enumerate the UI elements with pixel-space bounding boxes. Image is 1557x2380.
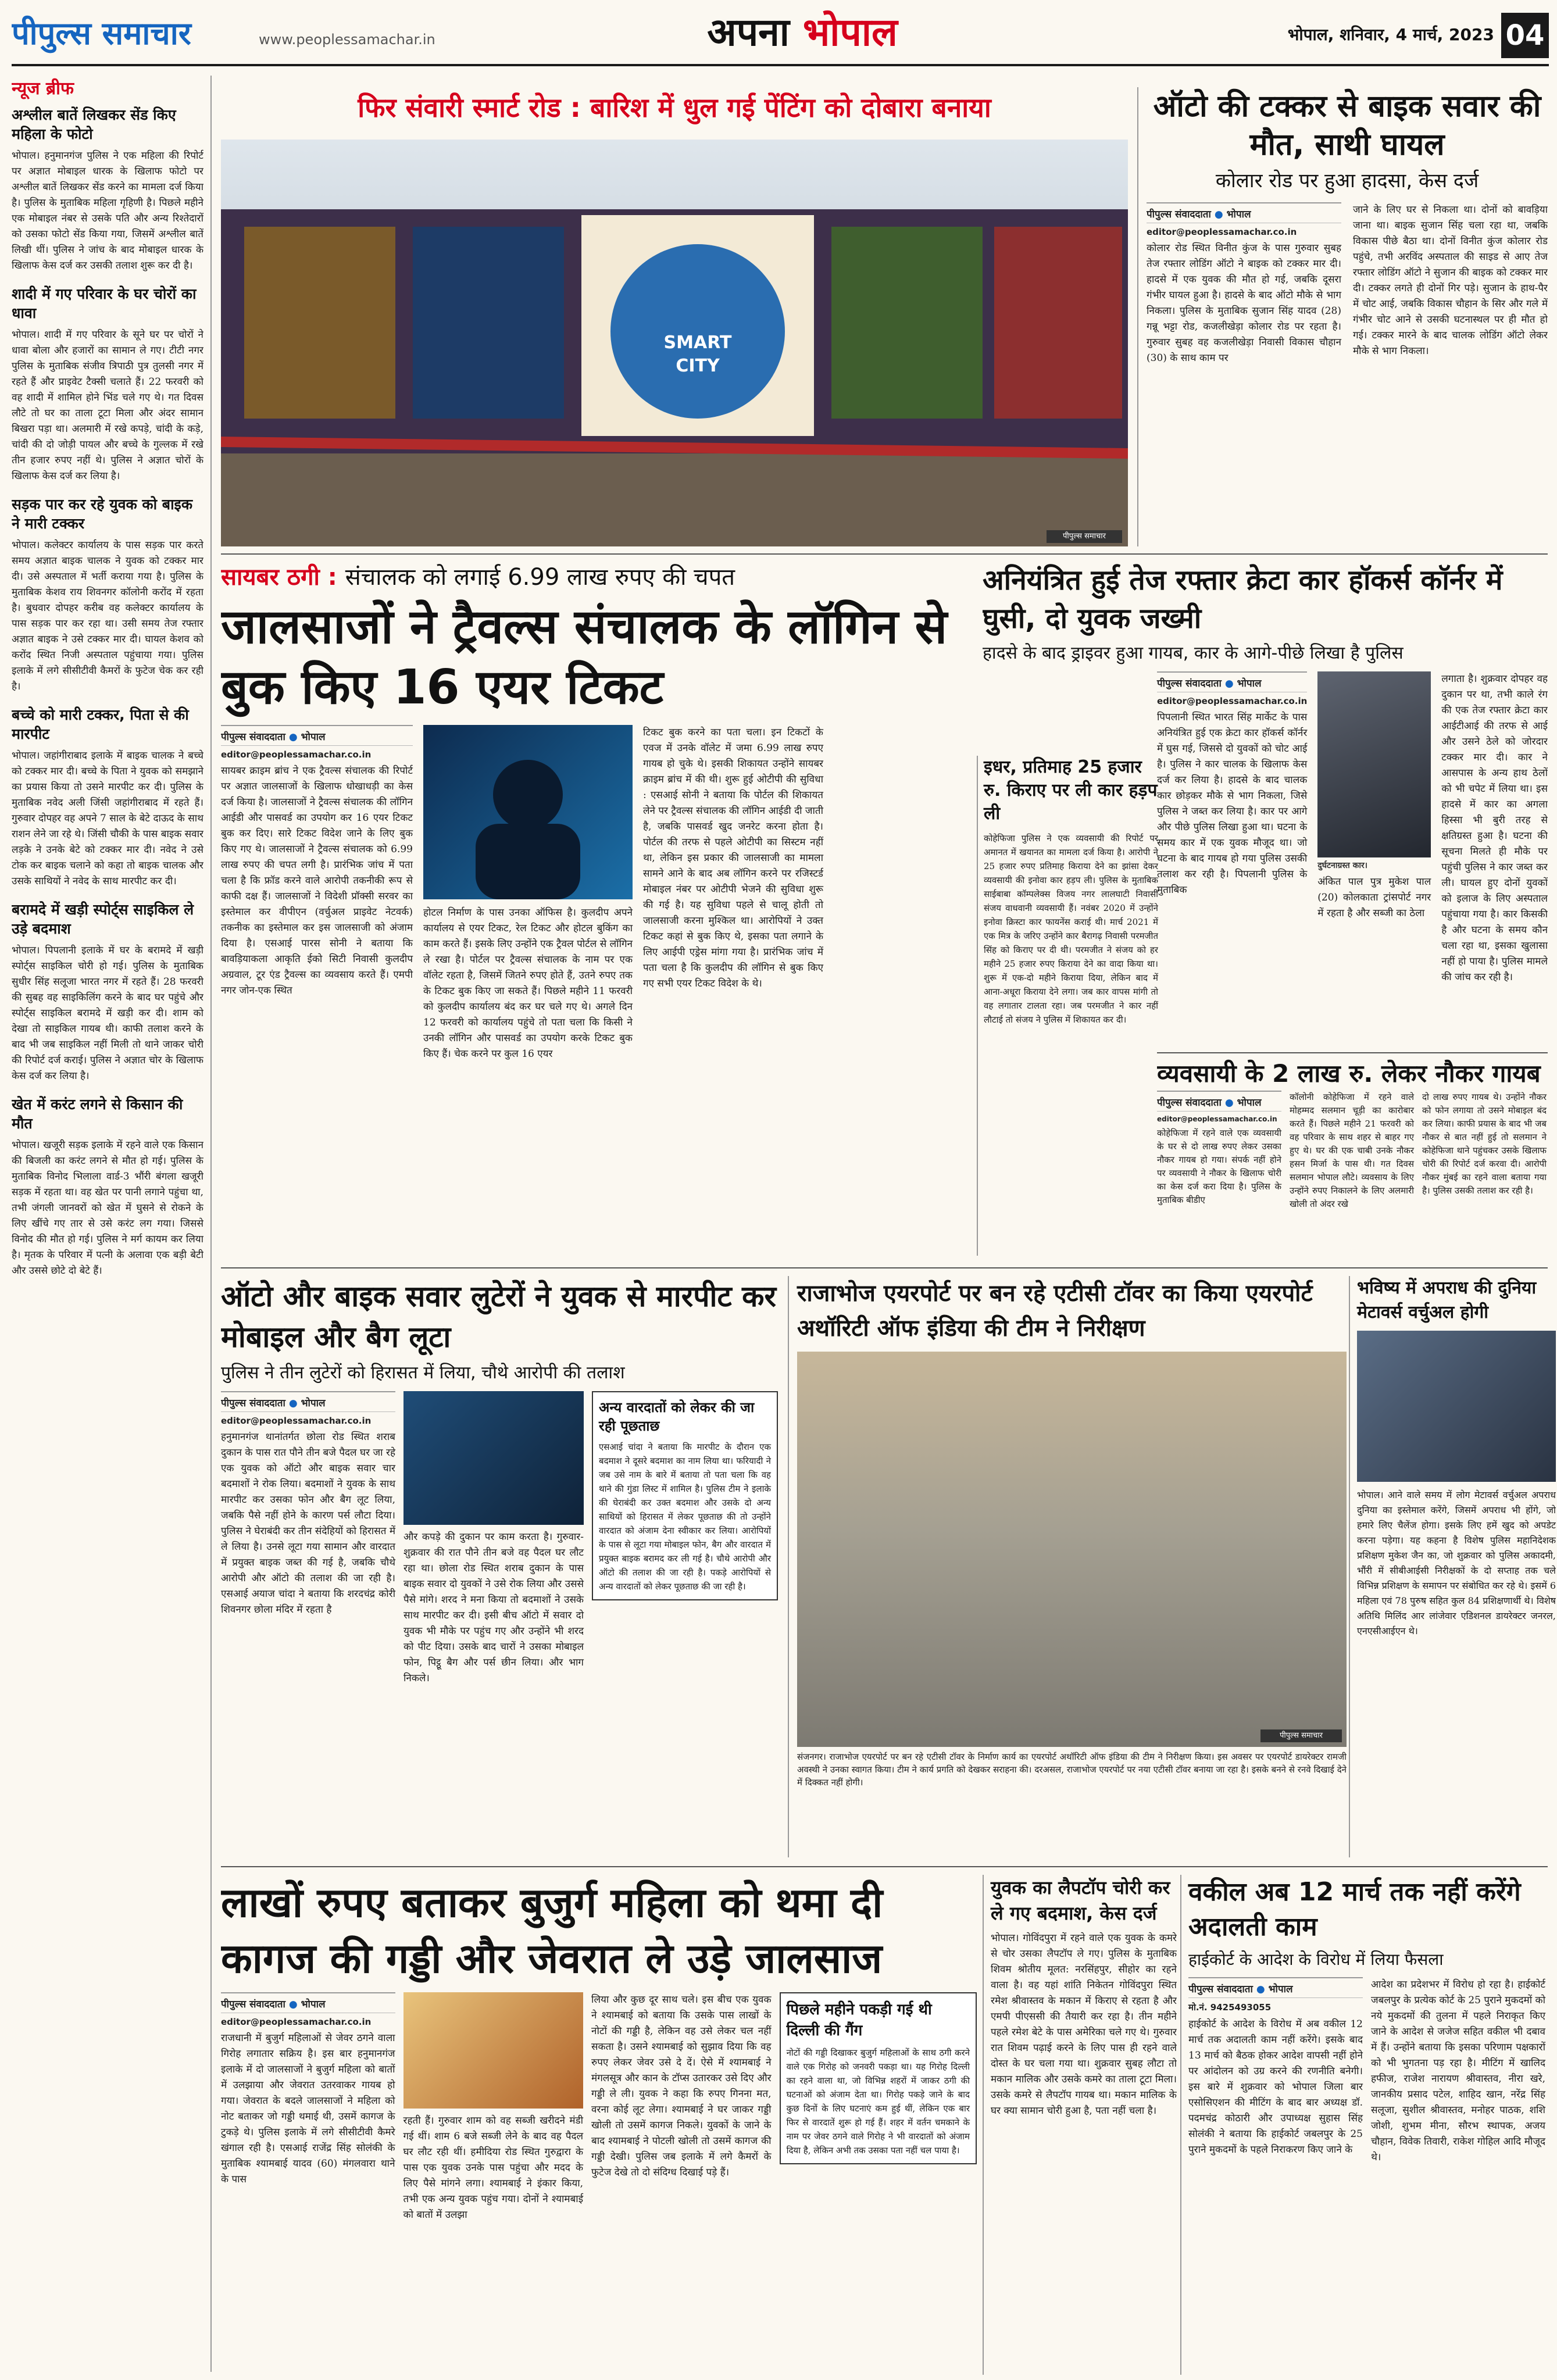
smart-road-headline [221,87,1128,128]
byline-place: भोपाल [1268,1984,1293,1995]
story-col: अंकित पाल पुत्र मुकेश पाल (20) कोलकाता ट्रांसपोर्ट नगर में रहता है और सब्जी का ठेला [1317,876,1431,919]
section-title-black: अपना [707,10,790,55]
dot-icon: ● [288,1398,298,1409]
story-col: होटल निर्माण के पास उनका ऑफिस है। कुलदीप अपने कार्यालय से एयर टिकट, रेल टिकट और होटल बुकिंग का काम करते हैं। इसके लिए उन्होंने एक ट्रैवल पोर्टल से लॉगिन ले रखा है। पोर्टल पर ट्रैवल्स संचालक के नाम पर एक वॉलेट रहता है, जिसमें जितने रुपए होते हैं, उतने रुपए तक के टिकट बुक किए जा सकते हैं। पिछले महीने 11 फरवरी को कुलदीप कार्यालय बंद कर घर चले गए थे। अगले दिन 12 फरवरी को कार्यालय पहुंचे तो पता चला कि किसी ने उनकी लॉगिन और पासवर्ड का उपयोग करके टिकट बुक किए हैं। चेक करने पर कुल 16 एयर [423,907,633,1060]
robbers-sidebar [592,1391,778,1600]
brand-logo [12,10,256,57]
story-col: सायबर क्राइम ब्रांच ने एक ट्रैवल्स संचालक की रिपोर्ट पर अज्ञात जालसाजों के खिलाफ धोखाधड़ी का केस दर्ज किया है। जालसाजों ने ट्रैवल्स संचालक की लॉगिन आईडी और पासवर्ड का उपयोग कर 16 एयर टिकट बुक कर दिए। सारे टिकट विदेश जाने के लिए बुक किए गए थे। जालसाजों ने ट्रैवल्स संचालक को 6.99 लाख रुपए की चपत लगी है। प्रारंभिक जांच में पता चला है कि फ्रॉड करने वाले आरोपी तकनीकी रूप से काफी दक्ष हैं। जालसाजों ने विदेशी प्रॉक्सी सरवर का इस्तेमाल कर वीपीएन (वर्चुअल प्राइवेट नेटवर्क) तकनीक का इस्तेमाल कर इस जालसाजी को अंजाम दिया है। एसआई पारस सोनी ने बताया कि बावड़ियाकला आकृति ईको सिटी निवासी कुलदीप अग्रवाल, टूर एंड ट्रैवल्स का व्यवसाय करते हैं। एमपी नगर जोन-एक स्थित [221,765,413,996]
elderly-illustration [403,1992,584,2109]
story-col: कोहेफिजा में रहने वाले एक व्यवसायी के घर से दो लाख रुपए लेकर उसका नौकर गायब हो गया। संपर्क नहीं होने पर व्यवसायी ने नौकर के खिलाफ चोरी का केस दर्ज करा दिया है। पुलिस के मुताबिक बीडीए [1157,1128,1281,1205]
brief-body: भोपाल। कलेक्टर कार्यालय के पास सड़क पार करते समय अज्ञात बाइक चालक ने युवक को टक्कर मार दी। उसे अस्पताल में भर्ती कराया गया है। पुलिस के मुताबिक केशव राय शिवनगर कॉलोनी करोंद में रहता है। बुधवार दोपहर करीब वह कलेक्टर कार्यालय के पास सड़क पार कर रहा था। उसी समय तेज रफ्तार अज्ञात बाइक ने उसे टक्कर मार दी। घायल केशव को करोंद स्थित निजी अस्पताल पहुंचाया गया। पुलिस इलाके में लगे सीसीटीवी कैमरों के फुटेज चेक कर रही है। [12,539,203,692]
brief-title: सड़क पार कर रहे युवक को बाइक ने मारी टक्कर [12,496,193,532]
byline-author: पीपुल्स संवाददाता [1188,1984,1253,1995]
lawyers-headline: वकील अब 12 मार्च तक नहीं करेंगे अदालती काम [1188,1877,1521,1942]
byline [1188,1977,1363,1998]
brief-body: भोपाल। पिपलानी इलाके में घर के बरामदे में खड़ी स्पोर्ट्स साइकिल चोरी हो गई। पुलिस के मुताबिक सुधीर सिंह सलूजा भारत नगर में रहते हैं। 28 फरवरी की सुबह वह साइकिलिंग करने के बाद घर पहुंचे और स्पोर्ट्स साइकिल बरामदे में खड़ी कर दी। शाम को देखा तो साइकिल गायब थी। काफी तलाश करने के बाद भी जब साइकिल नहीं मिली तो थाने जाकर चोरी की रिपोर्ट दर्ज कराई। पुलिस ने अज्ञात चोर के खिलाफ केस दर्ज कर लिया है। [12,945,203,1082]
masthead-rule [12,64,1549,66]
dot-icon: ● [1224,678,1234,689]
elderly-headline: लाखों रुपए बताकर बुजुर्ग महिला को थमा दी कागज की गड्डी और जेवरात ले उड़े जालसाज [221,1879,883,1982]
creta-caption: दुर्घटनाग्रस्त कार। [1317,861,1368,870]
story-col: पिपलानी स्थित भारत सिंह मार्केट के पास अनियंत्रित हुई एक क्रेटा कार हॉकर्स कॉर्नर में घुस गई, जिससे दो युवकों को चोट आई है। पुलिस ने कार चालक के खिलाफ केस दर्ज कर लिया है। हादसे के बाद चालक कार छोड़कर मौके से भाग निकला, जिसे पुलिस ने जब्त कर लिया है। कार पर आगे और पीछे पुलिस लिखा हुआ था। घटना के समय कार में एक युवक मौजूद था। जो घटना के बाद गायब हो गया पुलिस उसकी तलाश कर रही है। पिपलानी पुलिस के मुताबिक [1157,712,1308,896]
dot-icon: ● [288,1999,298,2010]
byline [1147,202,1341,223]
story-col: हाईकोर्ट के आदेश के विरोध में अब वकील 12 मार्च तक अदालती काम नहीं करेंगे। इसके बाद 13 मार्च को बैठक होकर आदेश वापसी नहीं होने पर आंदोलन को उग्र करने की रणनीति बनेगी। इस बारे में शुक्रवार को भोपाल जिला बार एसोसिएशन की मीटिंग के बाद बार अध्यक्ष डॉ. पदमचंद्र कोठारी और उपाध्यक्ष सुहास सिंह सोलंकी ने बताया कि हाईकोर्ट जबलपुर के 25 पुराने मुकदमों के पहले निराकरण किए जाने के [1188,2018,1363,2156]
smart-road-title: बारिश में धुल गई पेंटिंग को दोबारा बनाया [590,92,991,123]
byline [221,725,413,746]
email[interactable]: editor@peoplessamachar.co.in [221,1416,372,1426]
byline [1157,671,1307,692]
email[interactable]: editor@peoplessamachar.co.in [1157,696,1308,706]
brief-title: बच्चे को मारी टक्कर, पिता से की मारपीट [12,706,189,742]
phone: मो.नं. 9425493055 [1188,2002,1272,2013]
byline-place: भोपाल [1226,209,1251,220]
byline-place: भोपाल [301,1398,326,1409]
metaverse-photo [1357,1331,1556,1482]
elderly-sidebar [780,1992,977,2164]
byline-place: भोपाल [1237,1097,1262,1109]
airport-story [788,1276,1347,1857]
hacker-photo [423,725,633,899]
brief-title: खेत में करंट लगने से किसान की मौत [12,1096,183,1132]
section-title-red: भोपाल [802,10,898,55]
creta-car-photo [1317,671,1431,857]
dateline: भोपाल, शनिवार, 4 मार्च, 2023 [1287,25,1494,44]
laptop-story [983,1875,1177,2375]
hacker-icon [423,725,633,899]
section-title [657,5,948,60]
mural-text: SMART CITY [663,333,732,376]
metaverse-headline: भविष्य में अपराध की दुनिया मेटावर्स वर्चुअल होगी [1357,1278,1537,1323]
story-col: और कपड़े की दुकान पर काम करता है। गुरुवार-शुक्रवार की रात पौने तीन बजे वह पैदल घर लौट रहा था। छोला रोड स्थित शराब दुकान के पास बाइक सवार दो युवकों ने उसे रोक लिया और उससे पैसे मांगे। शरद ने मना किया तो बदमाशों ने उसके साथ मारपीट कर दी। इसी बीच ऑटो में सवार दो युवक भी मौके पर पहुंच गए और उन्होंने भी शरद को पीट दिया। उसके बाद चारों ने उसका मोबाइल फोन, पिट्ठू बैग और पर्स छीन लिया। और भाग निकले। [403,1531,584,1684]
servant-headline: व्यवसायी के 2 लाख रु. लेकर नौकर गायब [1157,1059,1541,1088]
robbers-story [221,1276,779,1857]
section-rule [221,1267,1548,1268]
byline-author: पीपुल्स संवाददाता [221,1999,285,2010]
byline-author: पीपुल्स संवाददाता [1157,1097,1222,1109]
brief-body: भोपाल। खजूरी सड़क इलाके में रहने वाले एक किसान की बिजली का करंट लगने से मौत हो गई। पुलिस के मुताबिक विनोद भिलाला वार्ड-3 भौंरी बंगला खजूरी सड़क में रहता था। वह खेत पर पानी लगाने पहुंचा था, तभी जंगली जानवरों को खेत में घुसने से रोकने के लिए खींचे गए तार से उसे करंट लग गया। जिससे विनोद की मौत हो गई। पुलिस ने मर्ग कायम कर लिया है। मृतक के परिवार में पत्नी के अलावा एक बड़ी बेटी और उससे छोटे दो बेटे हैं। [12,1139,203,1277]
metaverse-body: भोपाल। आने वाले समय में लोग मेटावर्स वर्चुअल अपराध दुनिया का इस्तेमाल करेंगे, जिसमें अपराध भी होंगे, जो हमारे लिए चैलेंज होगा। इसके लिए हमें खुद को अपडेट करना पड़ेगा। यह कहना है विशेष पुलिस महानिदेशक प्रशिक्षण मुकेश जैन का, जो शुक्रवार को पुलिस अकादमी, भौंरी में सीबीआईसी निरीक्षकों के दो सप्ताह तक चले विभिन्न प्रशिक्षण के समापन पर संबोधित कर रहे थे। इसमें 6 महिला एवं 78 पुरुष सहित कुल 84 प्रशिक्षणार्थी थे। विशेष अतिथि मिलिंद आर लांजेवार एडिशनल डायरेक्टर जनरल, एनएसीआईएन थे। [1357,1489,1556,1636]
photo-credit: पीपुल्स समाचार [1260,1729,1342,1742]
smart-road-kicker: फिर संवारी स्मार्ट रोड : [358,92,581,123]
elderly-side-head: पिछले महीने पकड़ी गई थी दिल्ली की गैंग [786,2001,932,2039]
byline-place: भोपाल [301,731,326,743]
story-col: कोलार रोड स्थित विनीत कुंज के पास गुरुवार सुबह तेज रफ्तार लोडिंग ऑटो ने बाइक को टक्कर मार दी। हादसे में एक युवक की मौत हो गई, जबकि दूसरा गंभीर घायल हुआ है। हादसे के बाद ऑटो मौके से भाग निकला। पुलिस के मुताबिक सुजान सिंह यादव (28) गन्नू भट्टा रोड, कजलीखेड़ा कोलार रोड पर रहता है। गुरुवार सुबह वह कजलीखेड़ा निवासी विकास चौहान (30) के साथ काम पर [1147,242,1341,364]
website[interactable]: www.peoplessamachar.in [259,31,435,48]
cyber-kicker: सायबर ठगी : [221,564,337,591]
story-col: दो लाख रुपए गायब थे। उन्होंने नौकर को फोन लगाया तो उसने मोबाइल बंद कर लिया। काफी प्रयास के बाद भी जब नौकर से बात नहीं हुई तो सलमान ने कोहेफिजा थाने पहुंचकर उसके खिलाफ चोरी की रिपोर्ट दर्ज करवा दी। आरोपी नौकर मुंबई का रहने वाला बताया गया है। पुलिस उसकी तलाश कर रही है। [1422,1092,1547,1196]
creta-headline: अनियंत्रित हुई तेज रफ्तार क्रेटा कार हॉकर्स कॉर्नर में घुसी, दो युवक जख्मी [983,564,1503,635]
story-col: जाने के लिए घर से निकला था। दोनों को बावड़िया जाना था। बाइक सुजान सिंह चला रहा था, जबकि विकास पीछे बैठा था। दोनों विनीत कुंज कोलार रोड पहुंचे, तभी अरविंद अस्पताल की साइड से आए तेज रफ्तार लोडिंग ऑटो ने सुजान की बाइक को टक्कर मार दी। टक्कर लगते ही दोनों गिर पड़े। सुजान के हाथ-पैर में चोट आई, जबकि विकास चौहान के सिर और गले में गंभीर चोट आने से उसकी घटनास्थल पर ही मौत हो गई। टक्कर मारने के बाद चालक लोडिंग ऑटो लेकर मौके से भाग निकला। [1353,204,1548,357]
brief-item [12,900,203,1084]
auto-collision-headline: ऑटो की टक्कर से बाइक सवार की मौत, साथी घायल [1153,89,1541,162]
airport-headline: राजाभोज एयरपोर्ट पर बन रहे एटीसी टॉवर का किया एयरपोर्ट अथॉरिटी ऑफ इंडिया की टीम ने निरीक्षण [797,1280,1313,1342]
photo-credit: पीपुल्स समाचार [1047,530,1122,543]
story-col: लगाता है। शुक्रवार दोपहर वह दुकान पर था, तभी काले रंग की एक तेज रफ्तार क्रेटा कार आईटीआई की तरफ से आई और उसने ठेले को जोरदार टक्कर मार दी। कार ने आसपास के अन्य हाथ ठेलों को भी चपेट में लिया था। इस हादसे में कार का अगला हिस्सा भी बुरी तरह से क्षतिग्रस्त हुआ है। घटना की सूचना मिलते ही मौके पर पहुंची पुलिस ने कार जब्त कर ली। घायल हुए दोनों युवकों को इलाज के लिए अस्पताल पहुंचाया गया है। कार किसकी है और घटना के समय कौन चला रहा था, इसका खुलासा नहीं हो पाया है। पुलिस मामले की जांच कर रही है। [1441,673,1548,983]
brief-title: शादी में गए परिवार के घर चोरों का धावा [12,285,197,321]
brief-item [12,1095,203,1279]
brief-item [12,105,203,274]
brief-item [12,284,203,484]
dot-icon: ● [1224,1097,1234,1109]
auto-collision-subhead: कोलार रोड पर हुआ हादसा, केस दर्ज [1215,169,1479,192]
brief-body: भोपाल। जहांगीराबाद इलाके में बाइक चालक ने बच्चे को टक्कर मार दी। बच्चे के पिता ने युवक को समझाने का प्रयास किया तो उसने मारपीट कर दी। पुलिस के मुताबिक नवेद अली जिंसी जहांगीराबाद में रहते हैं। गुरुवार दोपहर वह अपने 7 साल के बेटे दाऊद के साथ राशन लेने जा रहे थे। जिंसी चौकी के पास बाइक सवार लड़के ने उनके बेटे को टक्कर मार दी। नवेद ने उसे टोक कर बाइक चलाने को कहा तो बाइक चालक और उसके साथियों ने नवेद के साथ मारपीट कर दी। [12,750,203,887]
dot-icon: ● [1256,1984,1265,1995]
byline [221,1391,395,1412]
brief-item [12,705,203,889]
email[interactable]: editor@peoplessamachar.co.in [221,749,372,760]
smart-road-photo [221,140,1128,546]
elderly-side-body: नोटों की गड्डी दिखाकर बुजुर्ग महिलाओं के साथ ठगी करने वाले एक गिरोह को जनवरी पकड़ा था। यह गिरोह दिल्ली का रहने वाला था, जो विभिन्न शहरों में जाकर ठगी की घटनाओं को अंजाम देता था। गिरोह पकड़े जाने के बाद कुछ दिनों के लिए घटनाएं कम हुई थीं, लेकिन एक बार फिर से वारदातें शुरू हो गई हैं। शहर में वर्तन चमकाने के नाम पर जेवर ठगने वाले गिरोह ने भी वारदातों को अंजाम दिया है, लेकिन अभी तक उसका पता नहीं चल पाया है। [786,2047,970,2156]
cyber-fraud-story [221,561,971,1259]
byline [221,1992,395,2013]
right-divider-top [1137,87,1138,546]
lawyers-story [1180,1875,1556,2375]
laptop-body: भोपाल। गोविंदपुरा में रहने वाले एक युवक के कमरे से चोर उसका लैपटॉप ले गए। पुलिस के मुताबिक शिवम श्रोतीय मूलत: नरसिंहपुर, सीहोर का रहने वाला है। वह यहां शांति निकेतन गोविंदपुरा स्थित रमेश श्रीवास्तव के मकान में किराए से रहता है और एमपी पीएससी की तैयारी कर रहा है। तीन महीने पहले रमेश बेटे के पास अमेरिका चले गए थे। गुरुवार रात शिवम पढ़ाई करने के लिए पास ही रहने वाले दोस्त के घर चला गया था। शुक्रवार सुबह लौटा तो मकान मालिक और उसके कमरे का ताला टूटा मिला। उसके कमरे से लैपटॉप गायब था। मकान मालिक के घर क्या सामान चोरी हुआ है, पता नहीं चला है। [991,1932,1177,2117]
robbers-subhead: पुलिस ने तीन लुटेरों को हिरासत में लिया, चौथे आरोपी की तलाश [221,1363,625,1383]
servant-story [1157,1052,1548,1257]
creta-story [983,561,1548,1044]
airport-caption: संजनगर। राजाभोज एयरपोर्ट पर बन रहे एटीसी टॉवर के निर्माण कार्य का एयरपोर्ट अथॉरिटी ऑफ इंडिया की टीम ने निरीक्षण किया। इस अवसर पर एयरपोर्ट डायरेक्टर रामजी अवस्थी ने उनका स्वागत किया। टीम ने कार्य प्रगति को देखकर सराहना की। दरअसल, राजाभोज एयरपोर्ट पर नया एटीसी टॉवर बनाया जा रहा है। इसके बनने से रनवे दिखाई देने में दिक्कत नहीं होगी। [797,1752,1347,1788]
byline-author: पीपुल्स संवाददाता [221,1398,285,1409]
cyber-headline: जालसाजों ने ट्रैवल्स संचालक के लॉगिन से बुक किए 16 एयर टिकट [221,599,948,715]
story-col: रहती हैं। गुरुवार शाम को वह सब्जी खरीदने मंडी गई थीं। शाम 6 बजे सब्जी लेने के बाद वह पैदल घर लौट रही थीं। हमीदिया रोड स्थित गुरुद्वारा के पास एक युवक उनके पास पहुंचा और मदद के लिए पैसे मांगने लगा। श्यामबाई ने इंकार किया, तभी एक अन्य युवक पहुंच गया। दोनों ने श्यामबाई को बातों में उलझा [403,2115,584,2221]
brief-title: अश्लील बातें लिखकर सेंड किए महिला के फोटो [12,106,176,142]
brief-title: बरामदे में खड़ी स्पोर्ट्स साइकिल ले उड़े बदमाश [12,901,194,937]
byline-author: पीपुल्स संवाददाता [221,731,285,743]
rent-fraud-headline: इधर, प्रतिमाह 25 हजार रु. किराए पर ली कार हड़प ली [984,757,1158,824]
robbers-illustration [403,1391,584,1525]
email[interactable]: editor@peoplessamachar.co.in [1157,1115,1277,1123]
brief-body: भोपाल। शादी में गए परिवार के सूने घर पर चोरों ने धावा बोला और हजारों का सामान ले गए। टीटी नगर पुलिस के मुताबिक संजीव त्रिपाठी पुत्र तुलसी नगर में रहते हैं और प्राइवेट टैक्सी चलाते हैं। 22 फरवरी को वह शादी में शामिल होने भिंड चले गए थे। गत दिवस लौटे तो घर का ताला टूटा मिला और अंदर सामान बिखरा पड़ा था। अलमारी में रखे कपड़े, चांदी के कड़े, चांदी की दो जोड़ी पायल और बच्चे के गुल्लक में रखे तीन हजार रुपए नहीं थे। पुलिस ने अज्ञात चोरों के खिलाफ केस दर्ज कर लिया है। [12,329,203,482]
brief-body: भोपाल। हनुमानगंज पुलिस ने एक महिला की रिपोर्ट पर अज्ञात मोबाइल धारक के खिलाफ फोटो पर अश्लील बातें लिखकर सेंड करने का मामला दर्ज किया है। पुलिस के मुताबिक महिला गृहिणी है। पिछले महीने एक मोबाइल नंबर से उसके पति और अन्य रिश्तेदारों को उसका फोटो सेंड किया गया, जिसमें अश्लील बातें लिखी थीं। पुलिस ने जांच के बाद मोबाइल धारक के खिलाफ केस दर्ज कर उसकी तलाश शुरू कर दी है। [12,150,203,271]
byline-author: पीपुल्स संवाददाता [1147,209,1211,220]
brief-item [12,495,203,695]
robbers-side-head: अन्य वारदातों को लेकर की जा रही पूछताछ [599,1399,755,1434]
brand-name: पीपुल्स समाचार [12,15,191,52]
rent-fraud-body: कोहेफिजा पुलिस ने एक व्यवसायी की रिपोर्ट पर अमानत में खयानत का मामला दर्ज किया है। आरोपी ने 25 हजार रुपए प्रतिमाह किराया देने का झांसा देकर व्यवसायी की इनोवा कार हड़प ली। पुलिस के मुताबिक साईबाबा कॉम्पलेक्स विजय नगर लालघाटी निवासी संजय वाधवानी व्यवसायी हैं। नवंबर 2020 में उन्होंने इनोवा क्रिस्टा कार फायनेंस कराई थी। मार्च 2021 में एक मित्र के जरिए उन्होंने कार बैरागढ़ निवासी परमजीत सिंह को किराए पर दी थी। परमजीत ने संजय को हर महीने 25 हजार रुपए किराया देने का वादा किया था। शुरू में एक-दो महीने किराया दिया, लेकिन बाद में आना-अधूरा किराया देने लगा। जब कार वापस मांगी तो वह लगातार टालता रहा। जब परमजीत ने कार नहीं लौटाई तो संजय ने पुलिस में शिकायत कर दी। [984,833,1158,1025]
page-number: 04 [1501,13,1549,58]
byline-place: भोपाल [1237,678,1262,689]
lawyers-subhead: हाईकोर्ट के आदेश के विरोध में लिया फैसला [1188,1950,1444,1969]
brief-divider [210,76,212,2372]
email[interactable]: editor@peoplessamachar.co.in [1147,227,1297,237]
auto-collision-story [1147,87,1548,546]
byline [1157,1091,1281,1112]
section-rule [221,553,1548,555]
byline-author: पीपुल्स संवाददाता [1157,678,1222,689]
metaverse-story [1349,1276,1556,1857]
story-col: लिया और कुछ दूर साथ चले। इस बीच एक युवक ने श्यामबाई को बताया कि उसके पास लाखों के नोटों की गड्डी है, लेकिन वह उसे लेकर चल नहीं सकता है। उसने श्यामबाई को सुझाव दिया कि वह रुपए लेकर जेवर उसे दे दें। ऐसे में श्यामबाई ने मंगलसूत्र और कान के टॉप्स उतारकर उसे दिए और गड्डी ले ली। युवक ने कहा कि रुपए गिनना मत, वरना कोई लूट लेगा। श्यामबाई ने घर जाकर गड्डी खोली तो उसमें कागज निकले। युवकों के जाने के बाद श्यामबाई ने पोटली खोली तो उसमें कागज की गड्डी देखी। पुलिस जब इलाके में लगे कैमरों के फुटेज देखे तो दो संदिग्ध दिखाई पड़े हैं। [591,1994,772,2178]
story-col: कॉलोनी कोहेफिजा में रहने वाले मोहम्मद सलमान चूड़ी का कारोबार करते हैं। पिछले महीने 21 फरवरी को वह परिवार के साथ शहर से बाहर गए हुए थे। घर की एक चाबी उनके नौकर हसन मिर्जा के पास थी। गत दिवस सलमान भोपाल लौटे। व्यवसाय के लिए उन्होंने रुपए निकालने के लिए अलमारी खोली तो अंदर रखे [1290,1092,1414,1209]
cyber-kicker-rest: संचालक को लगाई 6.99 लाख रुपए की चपत [345,564,735,591]
laptop-headline: युवक का लैपटॉप चोरी कर ले गए बदमाश, केस दर्ज [991,1877,1170,1924]
robbers-headline: ऑटो और बाइक सवार लुटेरों ने युवक से मारपीट कर मोबाइल और बैग लूटा [221,1280,776,1354]
email[interactable]: editor@peoplessamachar.co.in [221,2017,372,2027]
dot-icon: ● [288,731,298,743]
story-col: हनुमानगंज थानांतर्गत छोला रोड स्थित शराब दुकान के पास रात पौने तीन बजे पैदल घर जा रहे एक युवक को ऑटो और बाइक सवार चार बदमाशों ने रोक लिया। बदमाशों ने युवक के साथ मारपीट कर उसका फोन और बैग लूट लिया, जबकि पैसे नहीं होने के कारण पर्स लौटा दिया। पुलिस ने घेराबंदी कर तीन संदेहियों को हिरासत में ले लिया है। उनसे लूटा गया सामान और वारदात में प्रयुक्त बाइक जब्त की गई है, जबकि चौथे आरोपी और ऑटो की तलाश की जा रही है। एसआई अयाज चांदा ने बताया कि शरदचंद्र कोरी शिवनगर छोला मंदिर में रहता है [221,1431,395,1616]
cyber-kicker-line [221,561,971,594]
robbers-side-body: एसआई चांदा ने बताया कि मारपीट के दौरान एक बदमाश ने दूसरे बदमाश का नाम लिया था। फरियादी ने जब उसे नाम के बारे में बताया तो पता चला कि वह थाने की गुंडा लिस्ट में शामिल है। पुलिस टीम ने इलाके की घेराबंदी कर उक्त बदमाश और उसके दो अन्य साथियों को हिरासत में लेकर पूछताछ की तो उन्होंने वारदात को अंजाम देना स्वीकार कर लिया। आरोपियों के पास से लूटा गया मोबाइल फोन, बैग और वारदात में प्रयुक्त बाइक बरामद कर ली गई है। चौथे आरोपी और ऑटो की तलाश की जा रही है। पकड़े आरोपियों से अन्य वारदातों को लेकर पूछताछ की जा रही है। [599,1442,771,1592]
section-rule [221,1866,1548,1867]
story-col: राजधानी में बुजुर्ग महिलाओं से जेवर ठगने वाला गिरोह लगातार सक्रिय है। इस बार हनुमानगंज इलाके में दो जालसाजों ने बुजुर्ग महिला को बातों में उलझाया और जेवरात उतरवाकर गायब हो गया। जेवरात के बदले जालसाजों ने महिला को नोट बताकर जो गड्डी थमाई थी, उसमें कागज के टुकड़े थे। पुलिस इलाके में लगे सीसीटीवी कैमरे खंगाल रही है। एसआई राजेंद्र सिंह सोलंकी के मुताबिक श्यामबाई यादव (60) मंगलवारा थाने के पास [221,2032,395,2185]
airport-photo [797,1352,1347,1747]
byline-place: भोपाल [301,1999,326,2010]
news-brief-column [12,76,203,2372]
elderly-story [221,1875,977,2375]
dot-icon: ● [1214,209,1223,220]
masthead [0,0,1557,65]
story-col: आदेश का प्रदेशभर में विरोध हो रहा है। हाईकोर्ट जबलपुर के प्रत्येक कोर्ट के 25 पुराने मुकदमों को नये मुकदमों की तुलना में पहले निराकृत किए जाने के आदेश से जजेज सहित वकील भी दबाव में हैं। उन्होंने बताया कि इसका परिणाम पक्षकारों को भी भुगतना पड़ रहा है। मीटिंग में खालिद हफीज, राजेश नारायण श्रीवास्तव, नीरा खरे, जानकीय प्रसाद पटेल, शाहिद खान, नरेंद्र सिंह सलूजा, सुशील श्रीवास्तव, मनोहर पाठक, शशि जोशी, शुभम मीना, सौरभ स्थापक, अजय चौहान, विवेक तिवारी, राकेश गोहिल आदि मौजूद थे। [1371,1979,1545,2163]
creta-subhead: हादसे के बाद ड्राइवर हुआ गायब, कार के आगे-पीछे लिखा है पुलिस [983,643,1404,663]
story-col: टिकट बुक करने का पता चला। इन टिकटों के एवज में उनके वॉलेट में जमा 6.99 लाख रुपए गायब हो चुके थे। इसकी शिकायत उन्होंने सायबर क्राइम ब्रांच में की थी। शुरू हुई ओटीपी की सुविधा : एसआई सोनी ने बताया कि पोर्टल की शिकायत लेने पर ट्रैवल्स संचालक की लॉगिन आईडी दी जाती है, जबकि पासवर्ड खुद जनरेट करना होता है। पोर्टल की तरफ से पहले ओटीपी का सिस्टम नहीं था, लेकिन इस प्रकार की जालसाजी का मामला सामने आने के बाद अब लॉगिन करने पर रजिस्टर्ड मोबाइल नंबर पर ओटीपी भेजने की सुविधा शुरू की गई है। यह सुविधा पहले से चालू होती तो जालसाजी करना मुश्किल था। आरोपियों ने उक्त टिकट कहां से बुक किए थे, इसका पता लगाने के लिए आईपी एड्रेस मांगा गया है। प्रारंभिक जांच में पता चला है कि कुलदीप की लॉगिन से बुक किए गए सभी एयर टिकट विदेश के थे। [643,727,824,989]
news-brief-label: न्यूज ब्रीफ [12,78,74,99]
